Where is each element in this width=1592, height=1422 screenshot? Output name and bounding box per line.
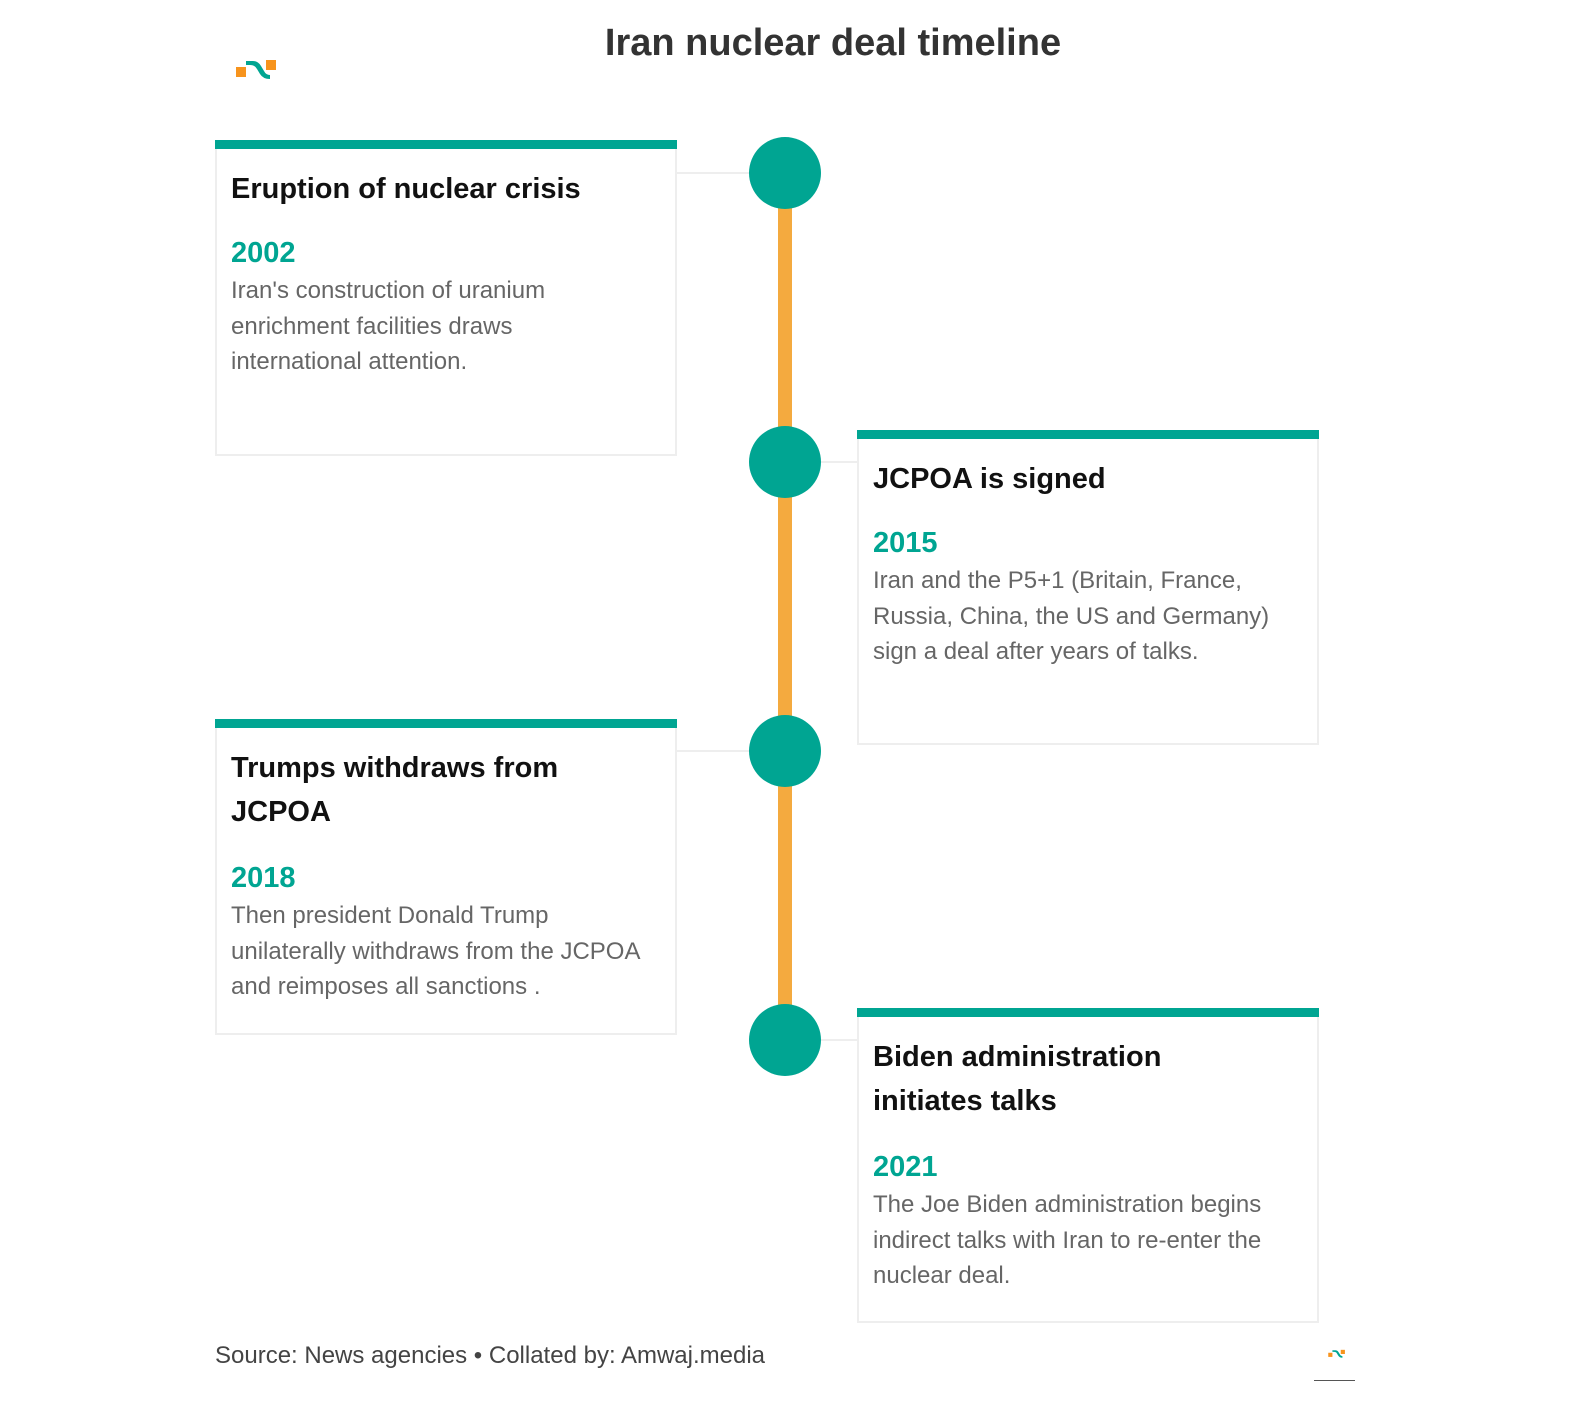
timeline-spine: [778, 173, 792, 1040]
timeline-node: [749, 1004, 821, 1076]
timeline-node: [749, 426, 821, 498]
event-card: [857, 1008, 1319, 1323]
event-heading: JCPOA is signed: [873, 463, 1106, 495]
connector-line: [675, 750, 755, 752]
event-year: 2015: [873, 527, 938, 559]
timeline-node: [749, 715, 821, 787]
event-description: The Joe Biden administration begins indirect talks with Iran to re-enter the nuclear deal.: [873, 1191, 1262, 1289]
card-content: [859, 1017, 1317, 1294]
event-card: [215, 719, 677, 1035]
amwaj-small-logo-icon: [1328, 1349, 1346, 1359]
amwaj-logo-icon: [236, 58, 278, 82]
card-accent-bar: [215, 719, 677, 728]
event-heading: Trumps withdraws from JCPOA: [231, 752, 559, 828]
connector-line: [675, 172, 755, 174]
timeline-node: [749, 137, 821, 209]
event-heading: Eruption of nuclear crisis: [231, 173, 581, 205]
card-content: [859, 439, 1317, 670]
page-title: Iran nuclear deal timeline: [604, 22, 1062, 64]
card-accent-bar: [215, 140, 677, 149]
event-description: Then president Donald Trump unilaterally withdraws from the JCPOA and reimposes all sanctions .: [231, 902, 640, 1000]
event-description: Iran and the P5+1 (Britain, France, Russia, China, the US and Germany) sign a deal after years of talks.: [873, 567, 1270, 665]
source-footer: Source: News agencies • Collated by: Amwaj.media: [215, 1342, 765, 1369]
card-accent-bar: [857, 1008, 1319, 1017]
event-description: Iran's construction of uranium enrichment facilities draws international attention.: [231, 277, 546, 375]
card-content: [217, 728, 675, 1005]
connector-line: [815, 461, 857, 463]
event-card: [215, 140, 677, 456]
event-heading: Biden administration initiates talks: [873, 1041, 1162, 1117]
connector-line: [815, 1039, 857, 1041]
event-year: 2018: [231, 862, 296, 894]
card-accent-bar: [857, 430, 1319, 439]
event-year: 2021: [873, 1151, 938, 1183]
footer-rule: [1314, 1380, 1355, 1381]
event-year: 2002: [231, 237, 296, 269]
event-card: [857, 430, 1319, 745]
card-content: [217, 149, 675, 380]
